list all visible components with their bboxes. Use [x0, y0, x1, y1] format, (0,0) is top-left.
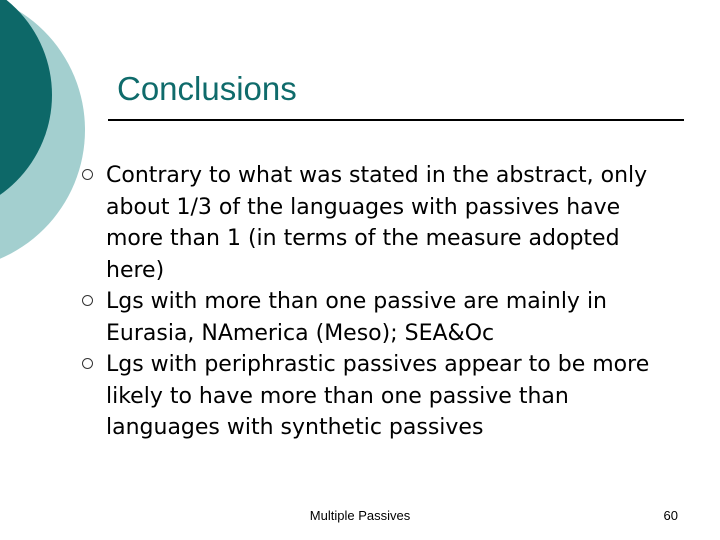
bullet-list	[82, 160, 682, 444]
bullet-text: Lgs with periphrastic passives appear to be more likely to have more than one passive than languages with synthetic passives	[106, 352, 650, 440]
slide-title: Conclusions	[117, 70, 297, 107]
bullet-item	[82, 349, 682, 444]
hollow-circle-bullet-icon	[82, 358, 93, 369]
bullet-text: Lgs with more than one passive are mainly in Eurasia, NAmerica (Meso); SEA&Oc	[106, 289, 607, 346]
hollow-circle-bullet-icon	[82, 295, 93, 306]
bullet-item	[82, 286, 682, 349]
footer-title: Multiple Passives	[309, 508, 411, 523]
page-number: 60	[663, 508, 678, 523]
title-divider	[108, 119, 684, 121]
bullet-item	[82, 160, 682, 286]
bullet-text: Contrary to what was stated in the abstract, only about 1/3 of the languages with passives have more than 1 (in terms of the measure adopted here)	[106, 163, 648, 283]
hollow-circle-bullet-icon	[82, 169, 93, 180]
